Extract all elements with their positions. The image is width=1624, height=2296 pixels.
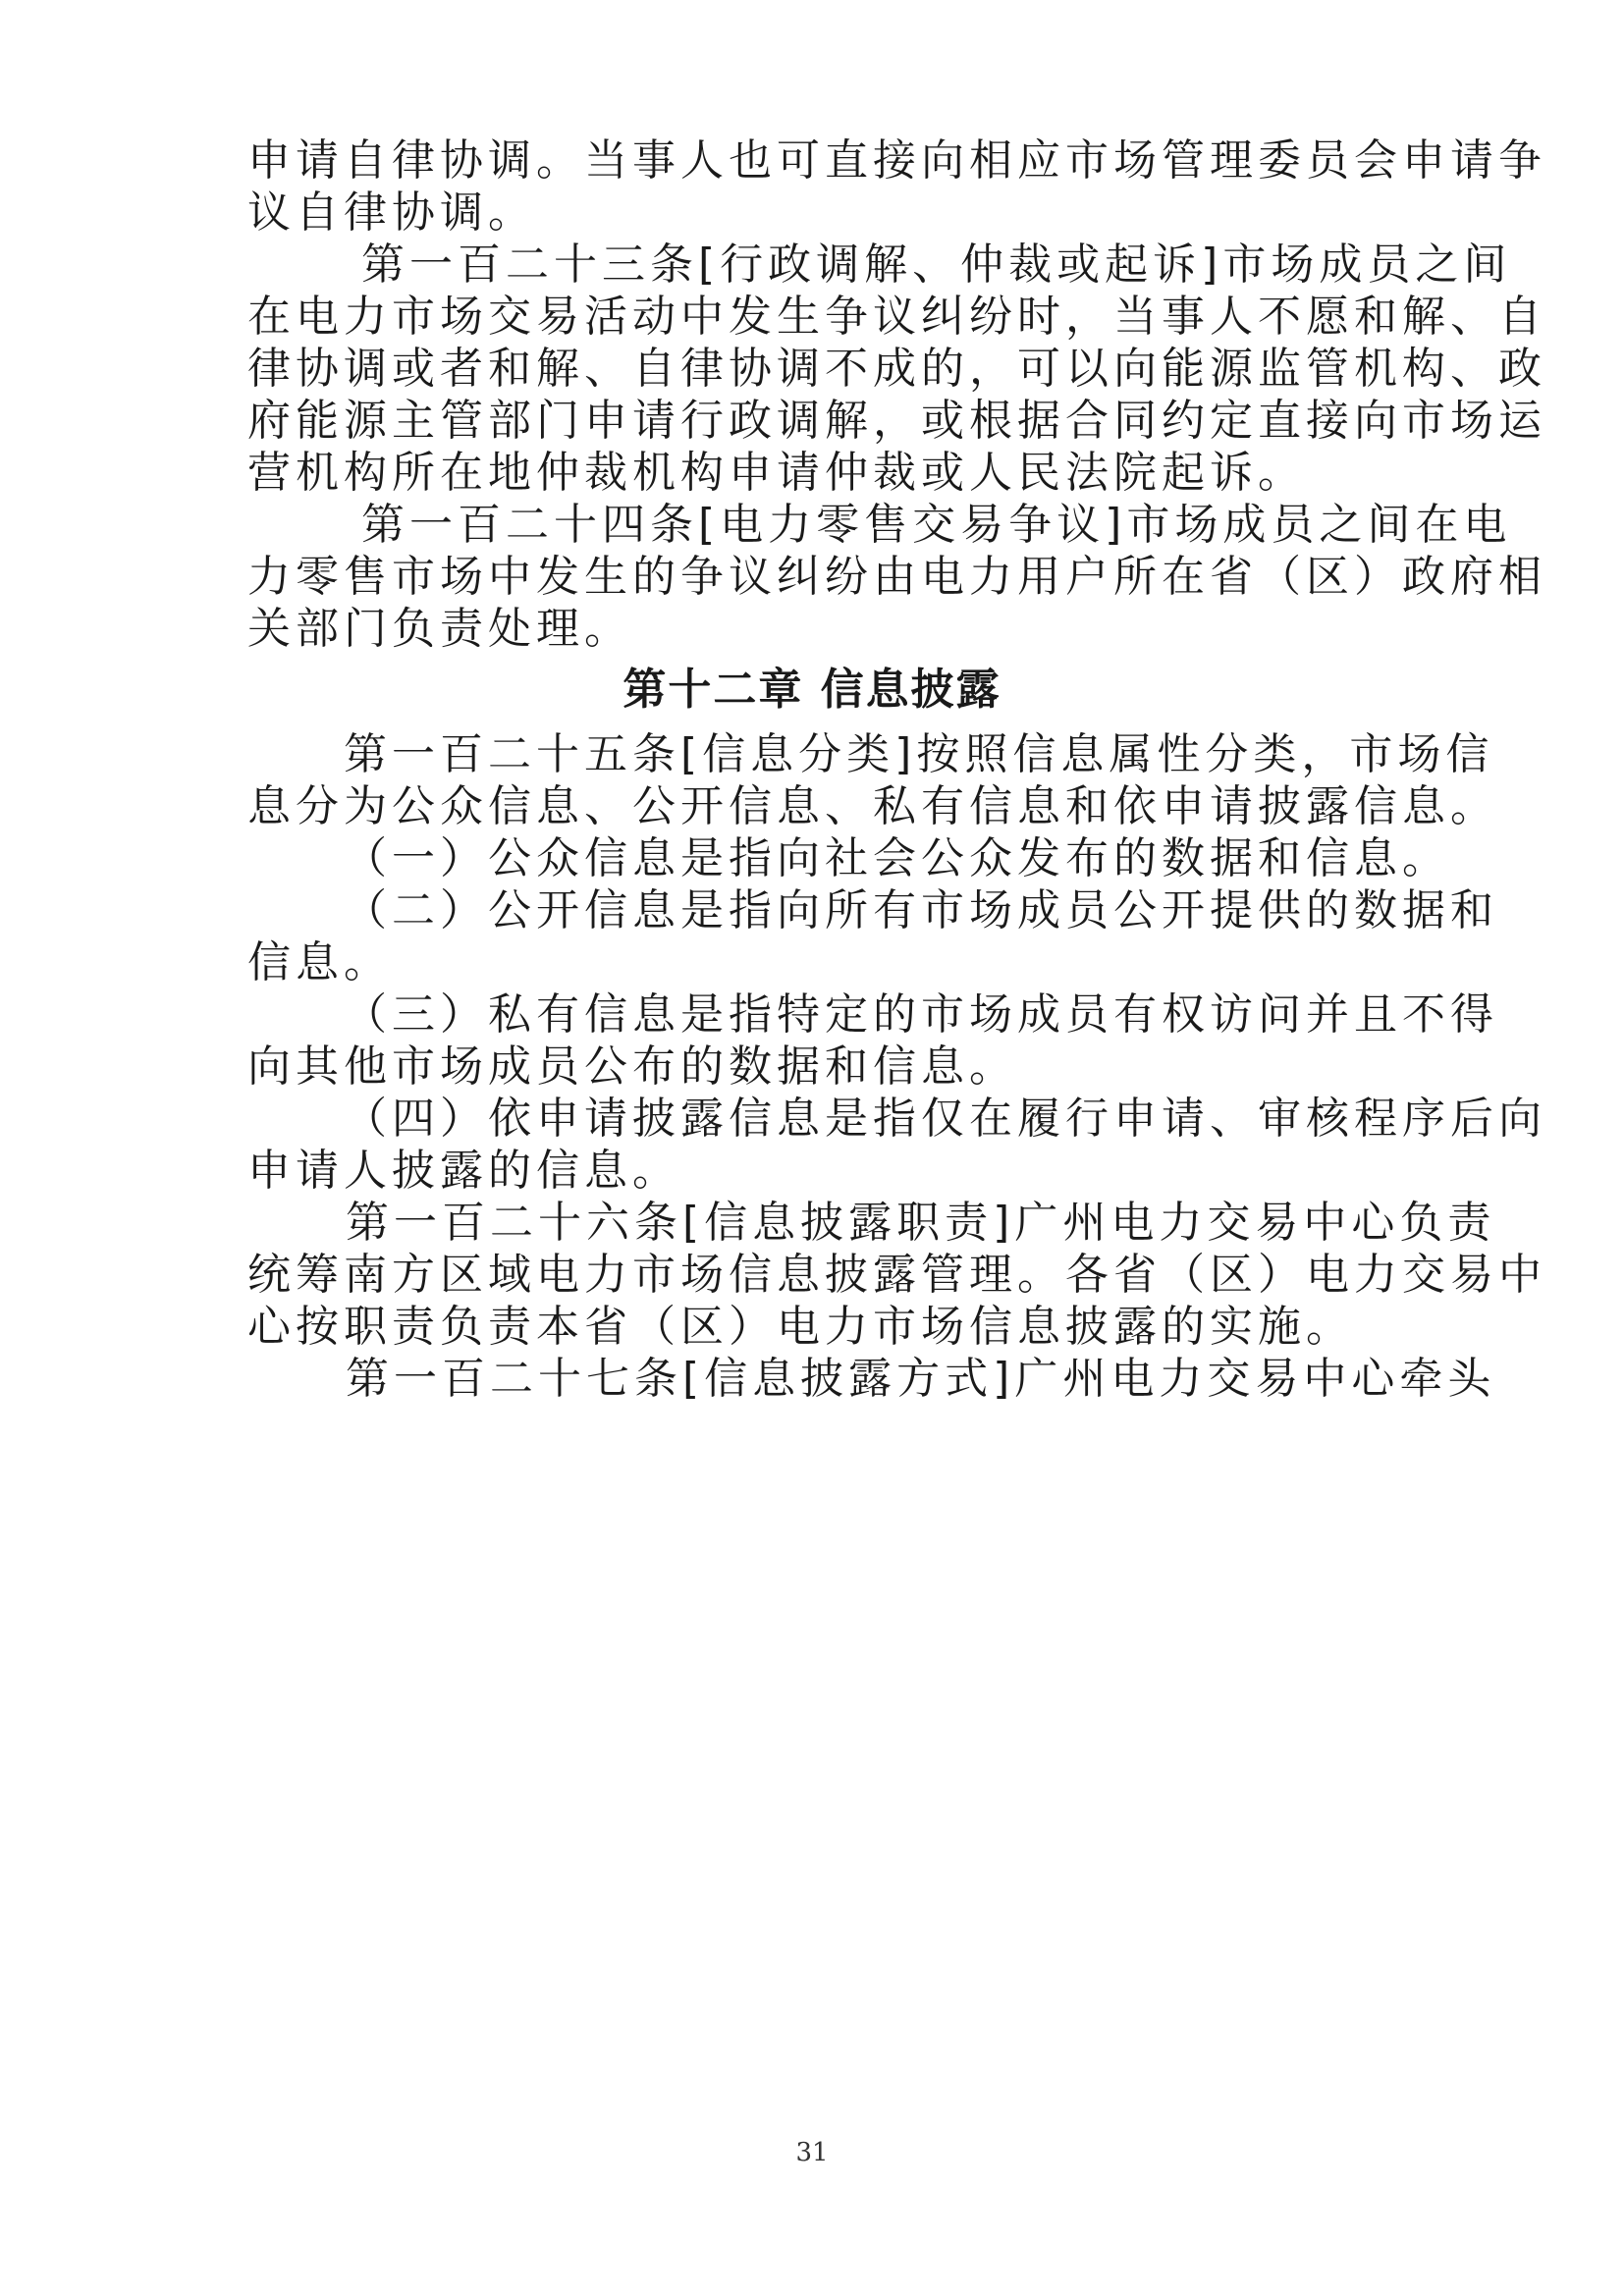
paragraph-line: 关部门负责处理。	[247, 604, 632, 654]
paragraph-line: 向其他市场成员公布的数据和信息。	[247, 1041, 1017, 1092]
article-123-first-line: 第一百二十三条[行政调解、仲裁或起诉]市场成员之间	[361, 240, 1512, 290]
paragraph-line: 在电力市场交易活动中发生争议纠纷时，当事人不愿和解、自	[247, 292, 1546, 342]
article-124-first-line: 第一百二十四条[电力零售交易争议]市场成员之间在电	[361, 500, 1512, 550]
list-item-2: （二）公开信息是指向所有市场成员公开提供的数据和	[344, 885, 1498, 935]
chapter-heading: 第十二章 信息披露	[623, 665, 1001, 715]
paragraph-line: 府能源主管部门申请行政调解，或根据合同约定直接向市场运	[247, 396, 1546, 446]
paragraph-line: 申请人披露的信息。	[247, 1146, 680, 1196]
paragraph-line: 心按职责负责本省（区）电力市场信息披露的实施。	[247, 1302, 1354, 1352]
paragraph-line: 信息。	[247, 937, 392, 988]
paragraph-line: 力零售市场中发生的争议纠纷由电力用户所在省（区）政府相	[247, 552, 1546, 602]
paragraph-line: 律协调或者和解、自律协调不成的，可以向能源监管机构、政	[247, 344, 1546, 394]
paragraph-line: 申请自律协调。当事人也可直接向相应市场管理委员会申请争	[247, 135, 1546, 186]
list-item-1: （一）公众信息是指向社会公众发布的数据和信息。	[344, 833, 1450, 883]
article-127-first-line: 第一百二十七条[信息披露方式]广州电力交易中心牵头	[346, 1354, 1496, 1404]
article-125-first-line: 第一百二十五条[信息分类]按照信息属性分类，市场信	[344, 729, 1494, 779]
article-126-first-line: 第一百二十六条[信息披露职责]广州电力交易中心负责	[346, 1198, 1496, 1248]
paragraph-line: 统筹南方区域电力市场信息披露管理。各省（区）电力交易中	[247, 1250, 1546, 1300]
list-item-3: （三）私有信息是指特定的市场成员有权访问并且不得	[344, 989, 1498, 1040]
paragraph-line: 议自律协调。	[247, 187, 536, 238]
list-item-4: （四）依申请披露信息是指仅在履行申请、审核程序后向	[344, 1094, 1546, 1144]
paragraph-line: 营机构所在地仲裁机构申请仲裁或人民法院起诉。	[247, 448, 1306, 498]
paragraph-line: 息分为公众信息、公开信息、私有信息和依申请披露信息。	[247, 781, 1498, 831]
page-number: 31	[795, 2138, 829, 2167]
